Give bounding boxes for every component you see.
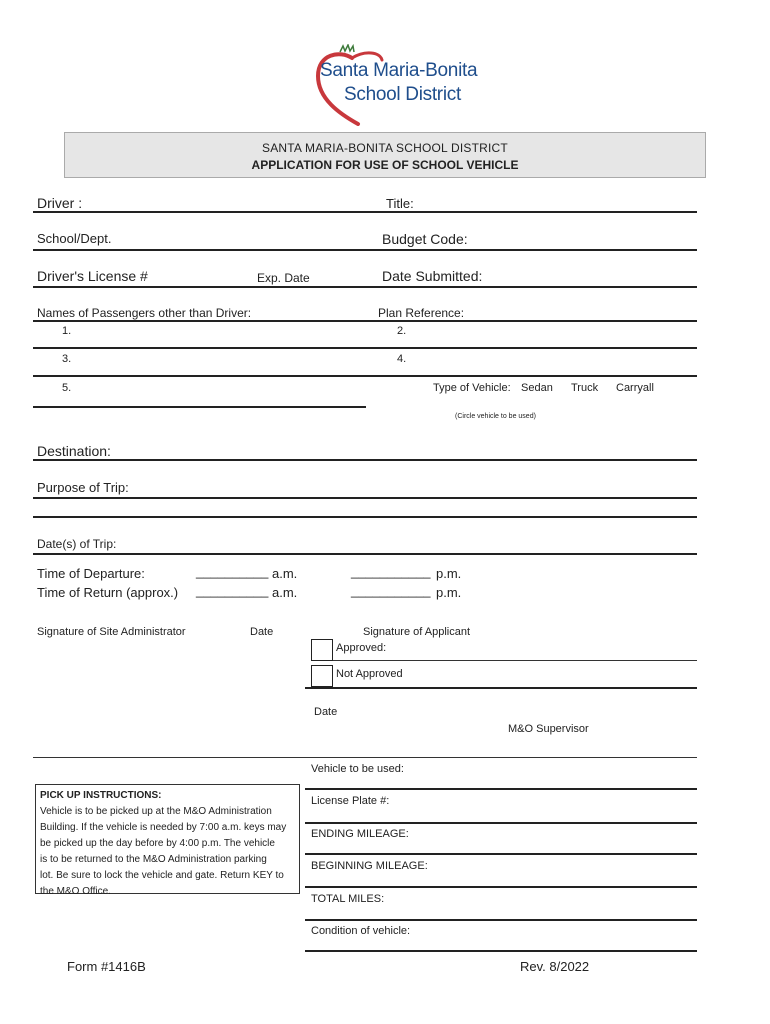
total-miles-label: TOTAL MILES: — [311, 893, 385, 905]
date2-label: Date — [314, 706, 338, 718]
school-dept-line[interactable] — [33, 249, 697, 251]
not-approved-line[interactable] — [305, 687, 697, 689]
departure-pm-label: p.m. — [436, 566, 462, 581]
approved-checkbox[interactable] — [311, 639, 333, 661]
pickup-line-2: Building. If the vehicle is needed by 7:00 a.m. keys may — [40, 822, 287, 833]
time-departure-label: Time of Departure: — [37, 566, 145, 581]
return-am-label: a.m. — [272, 585, 298, 600]
return-pm-label: p.m. — [436, 585, 462, 600]
passenger-line-5[interactable] — [33, 406, 366, 408]
circle-vehicle-note: (Circle vehicle to be used) — [455, 413, 536, 420]
departure-am-blank[interactable]: __________ — [196, 564, 269, 579]
beginning-mileage-label: BEGINNING MILEAGE: — [311, 860, 428, 872]
destination-label: Destination: — [37, 443, 111, 459]
passengers-label: Names of Passengers other than Driver: — [37, 306, 252, 320]
pickup-title: PICK UP INSTRUCTIONS: — [40, 790, 162, 801]
mo-supervisor-label: M&O Supervisor — [508, 723, 589, 735]
district-name: SANTA MARIA-BONITA SCHOOL DISTRICT — [262, 141, 508, 155]
pickup-line-5: lot. Be sure to lock the vehicle and gate. Return KEY to — [40, 870, 284, 881]
passenger-5-label: 5. — [62, 382, 72, 394]
budget-code-label: Budget Code: — [382, 231, 468, 247]
plan-reference-label: Plan Reference: — [378, 306, 465, 320]
passenger-line-2[interactable] — [33, 347, 697, 349]
revision-date: Rev. 8/2022 — [520, 959, 590, 974]
purpose-line-2[interactable] — [33, 516, 697, 518]
total-miles-line[interactable] — [305, 919, 697, 921]
vehicle-option-truck[interactable]: Truck — [571, 382, 599, 394]
condition-label: Condition of vehicle: — [311, 925, 411, 937]
purpose-line-1[interactable] — [33, 497, 697, 499]
exp-date-label: Exp. Date — [257, 271, 310, 285]
type-of-vehicle-label: Type of Vehicle: — [433, 382, 511, 394]
passenger-line-1[interactable] — [33, 320, 697, 322]
passenger-1-label: 1. — [62, 325, 72, 337]
drivers-license-label: Driver's License # — [37, 268, 148, 284]
driver-line[interactable] — [33, 211, 697, 213]
sig-date-label: Date — [250, 626, 274, 638]
vehicle-to-be-used-label: Vehicle to be used: — [311, 763, 404, 775]
vehicle-to-be-used-line[interactable] — [305, 788, 697, 790]
passenger-4-label: 4. — [397, 353, 407, 365]
title-label: Title: — [386, 196, 414, 211]
condition-line[interactable] — [305, 950, 697, 952]
pickup-instructions-box — [35, 784, 300, 897]
license-plate-label: License Plate #: — [311, 795, 390, 807]
ending-mileage-label: ENDING MILEAGE: — [311, 828, 409, 840]
passenger-3-label: 3. — [62, 353, 72, 365]
license-plate-line[interactable] — [305, 822, 697, 824]
beginning-mileage-line[interactable] — [305, 886, 697, 888]
not-approved-label: Not Approved — [336, 668, 403, 680]
purpose-label: Purpose of Trip: — [37, 480, 129, 495]
vehicle-option-sedan[interactable]: Sedan — [521, 382, 553, 394]
sig-applicant-label: Signature of Applicant — [363, 626, 471, 638]
dates-of-trip-label: Date(s) of Trip: — [37, 537, 117, 551]
pickup-line-3: be picked up the day before by 4:00 p.m. The vehicle — [40, 838, 275, 849]
logo-text-line1: Santa Maria-Bonita — [320, 60, 478, 81]
date-submitted-label: Date Submitted: — [382, 268, 483, 284]
return-pm-blank[interactable]: ___________ — [351, 583, 431, 598]
driver-label: Driver : — [37, 195, 83, 211]
time-return-label: Time of Return (approx.) — [37, 585, 179, 600]
sig-site-admin-label: Signature of Site Administrator — [37, 626, 186, 638]
passenger-line-3[interactable] — [33, 375, 697, 377]
approved-label: Approved: — [336, 642, 387, 654]
pickup-line-1: Vehicle is to be picked up at the M&O Administration — [40, 806, 272, 817]
school-dept-label: School/Dept. — [37, 231, 112, 246]
approved-line — [333, 660, 697, 661]
not-approved-checkbox[interactable] — [311, 665, 333, 687]
departure-am-label: a.m. — [272, 566, 298, 581]
return-am-blank[interactable]: __________ — [196, 583, 269, 598]
passenger-2-label: 2. — [397, 325, 407, 337]
destination-line[interactable] — [33, 459, 697, 461]
logo-text-line2: School District — [344, 84, 461, 105]
departure-pm-blank[interactable]: ___________ — [351, 564, 431, 579]
dates-of-trip-line[interactable] — [33, 553, 697, 555]
site-admin-signature-line[interactable] — [33, 757, 697, 758]
form-header — [64, 132, 706, 178]
license-line[interactable] — [33, 286, 697, 288]
form-number: Form #1416B — [67, 959, 146, 974]
vehicle-option-carryall[interactable]: Carryall — [616, 382, 654, 394]
pickup-line-4: is to be returned to the M&O Administration parking — [40, 854, 267, 865]
pickup-line-6: the M&O Office. — [40, 886, 111, 897]
form-title: APPLICATION FOR USE OF SCHOOL VEHICLE — [251, 158, 519, 172]
ending-mileage-line[interactable] — [305, 853, 697, 855]
